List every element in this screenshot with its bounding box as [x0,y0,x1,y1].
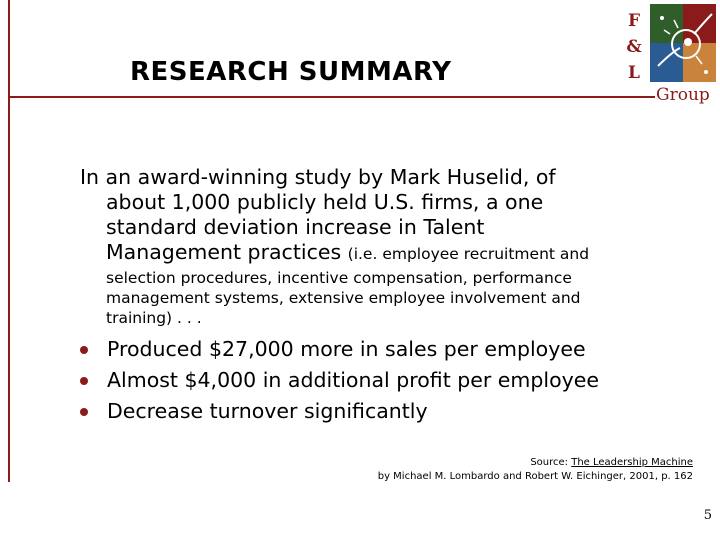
bullet-icon [80,408,88,416]
intro-line-3: standard deviation increase in Talent [106,215,485,239]
source-book-title: The Leadership Machine [571,457,693,468]
source-citation [378,456,693,484]
page-title: RESEARCH SUMMARY [130,57,452,87]
detail-line-3: training) . . . [106,309,202,327]
intro-detail [106,268,696,328]
intro-line-4-main: Management practices [106,240,348,264]
list-item-text: Almost $4,000 in additional profit per employee [107,368,599,392]
logo-figure-icon [650,4,716,82]
bullet-icon [80,346,88,354]
detail-line-1: selection procedures, incentive compensation, performance [106,269,572,287]
logo-letters [620,8,648,86]
intro-line-4-detail: (i.e. employee recruitment and [347,245,590,263]
logo-letter-f: F [627,11,641,31]
intro-line-1: In an award-winning study by Mark Huselid, of [80,165,556,189]
source-prefix: Source: [530,457,572,468]
list-item [80,365,710,396]
logo-letter-l: L [628,63,640,83]
list-item-text: Produced $27,000 more in sales per employee [107,337,586,361]
logo-group-word: Group [656,85,710,105]
intro-paragraph [80,165,700,267]
intro-line-4 [80,240,700,267]
logo-letter-amp: & [626,37,642,57]
results-list [80,334,710,427]
header-rule [8,96,656,98]
detail-line-2: management systems, extensive employee involvement and [106,289,581,307]
page-number: 5 [703,508,712,523]
bullet-icon [80,377,88,385]
intro-line-2: about 1,000 publicly held U.S. firms, a one [106,190,544,214]
left-rule [8,0,10,482]
list-item [80,334,710,365]
list-item [80,396,710,427]
list-item-text: Decrease turnover significantly [107,399,428,423]
source-authors: by Michael M. Lombardo and Robert W. Eichinger, 2001, p. 162 [377,471,693,482]
